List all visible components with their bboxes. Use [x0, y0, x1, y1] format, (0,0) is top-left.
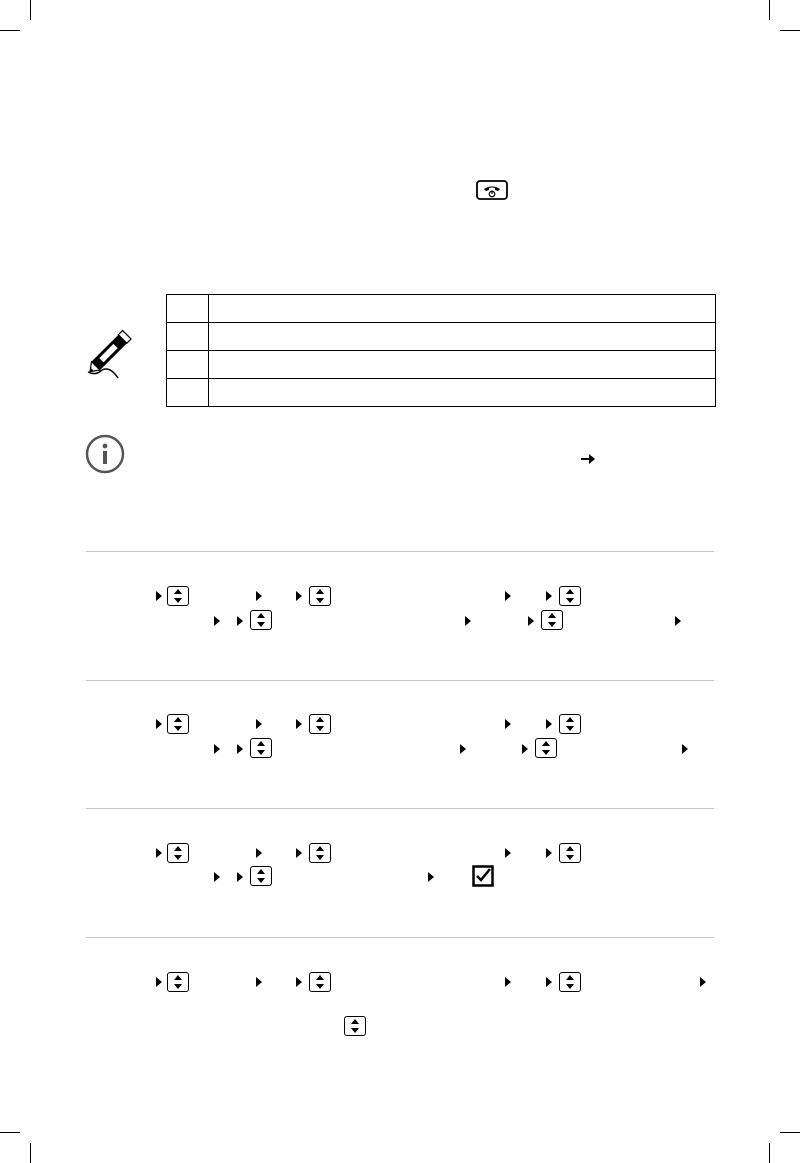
menu-step-arrow-icon	[528, 616, 534, 626]
navigation-key-icon	[167, 586, 189, 606]
crop-mark	[30, 0, 31, 20]
menu-step-arrow-icon	[214, 744, 220, 754]
menu-step-arrow-icon	[237, 616, 243, 626]
menu-step-arrow-icon	[256, 719, 262, 729]
crop-mark	[0, 1132, 20, 1133]
section-divider	[86, 551, 714, 552]
navigation-key-icon	[559, 586, 581, 606]
menu-step-arrow-icon	[505, 848, 511, 858]
crop-mark	[769, 1143, 770, 1163]
menu-step-arrow-icon	[237, 872, 243, 882]
menu-step-arrow-icon	[460, 744, 466, 754]
navigation-key-icon	[541, 610, 563, 630]
table-cell-text	[209, 323, 716, 351]
menu-step-arrow-icon	[296, 848, 302, 858]
menu-step-arrow-icon	[465, 616, 471, 626]
menu-step-arrow-icon	[256, 591, 262, 601]
section-divider	[86, 808, 714, 809]
navigation-key-icon	[250, 866, 272, 886]
menu-step-arrow-icon	[296, 591, 302, 601]
navigation-key-icon	[250, 738, 272, 758]
gigaset-pencil-icon	[82, 318, 142, 384]
menu-step-arrow-icon	[296, 719, 302, 729]
menu-step-arrow-icon	[214, 872, 220, 882]
menu-step-arrow-icon	[546, 848, 552, 858]
navigation-key-icon	[309, 714, 331, 734]
navigation-key-icon	[559, 843, 581, 863]
checked-checkbox-icon	[472, 865, 494, 887]
section-divider	[86, 680, 714, 681]
right-arrow-icon	[580, 452, 596, 464]
navigation-key-icon	[309, 972, 331, 992]
menu-step-arrow-icon	[682, 744, 688, 754]
menu-step-arrow-icon	[546, 591, 552, 601]
table-row	[167, 323, 716, 351]
table-row	[167, 351, 716, 379]
navigation-key-icon	[250, 610, 272, 630]
table-row	[167, 295, 716, 323]
info-icon	[85, 434, 125, 474]
table-cell-text	[209, 295, 716, 323]
table-cell-number	[167, 295, 209, 323]
menu-step-arrow-icon	[156, 848, 162, 858]
menu-step-arrow-icon	[505, 977, 511, 987]
menu-step-arrow-icon	[546, 977, 552, 987]
menu-step-arrow-icon	[505, 591, 511, 601]
section-divider	[86, 937, 714, 938]
navigation-key-icon	[167, 843, 189, 863]
menu-step-arrow-icon	[156, 719, 162, 729]
menu-step-arrow-icon	[675, 616, 681, 626]
menu-step-arrow-icon	[505, 719, 511, 729]
crop-mark	[30, 1143, 31, 1163]
table-cell-text	[209, 351, 716, 379]
navigation-key-icon	[344, 1016, 366, 1036]
navigation-key-icon	[167, 714, 189, 734]
table-cell-text	[209, 379, 716, 407]
table-cell-number	[167, 351, 209, 379]
menu-step-arrow-icon	[156, 591, 162, 601]
menu-step-arrow-icon	[522, 744, 528, 754]
navigation-key-icon	[309, 586, 331, 606]
menu-step-arrow-icon	[700, 977, 706, 987]
menu-step-arrow-icon	[296, 977, 302, 987]
menu-step-arrow-icon	[256, 977, 262, 987]
menu-step-arrow-icon	[214, 616, 220, 626]
menu-step-arrow-icon	[546, 719, 552, 729]
table-cell-number	[167, 323, 209, 351]
menu-step-arrow-icon	[156, 977, 162, 987]
menu-step-arrow-icon	[237, 744, 243, 754]
navigation-key-icon	[559, 714, 581, 734]
navigation-key-icon	[167, 972, 189, 992]
navigation-key-icon	[535, 738, 557, 758]
navigation-key-icon	[559, 972, 581, 992]
end-call-power-key-icon	[476, 180, 508, 200]
table-row	[167, 379, 716, 407]
navigation-key-icon	[309, 843, 331, 863]
notes-table	[166, 294, 716, 407]
menu-step-arrow-icon	[428, 872, 434, 882]
crop-mark	[780, 1132, 800, 1133]
menu-step-arrow-icon	[256, 848, 262, 858]
crop-mark	[769, 0, 770, 20]
crop-mark	[0, 30, 20, 31]
table-cell-number	[167, 379, 209, 407]
crop-mark	[780, 30, 800, 31]
